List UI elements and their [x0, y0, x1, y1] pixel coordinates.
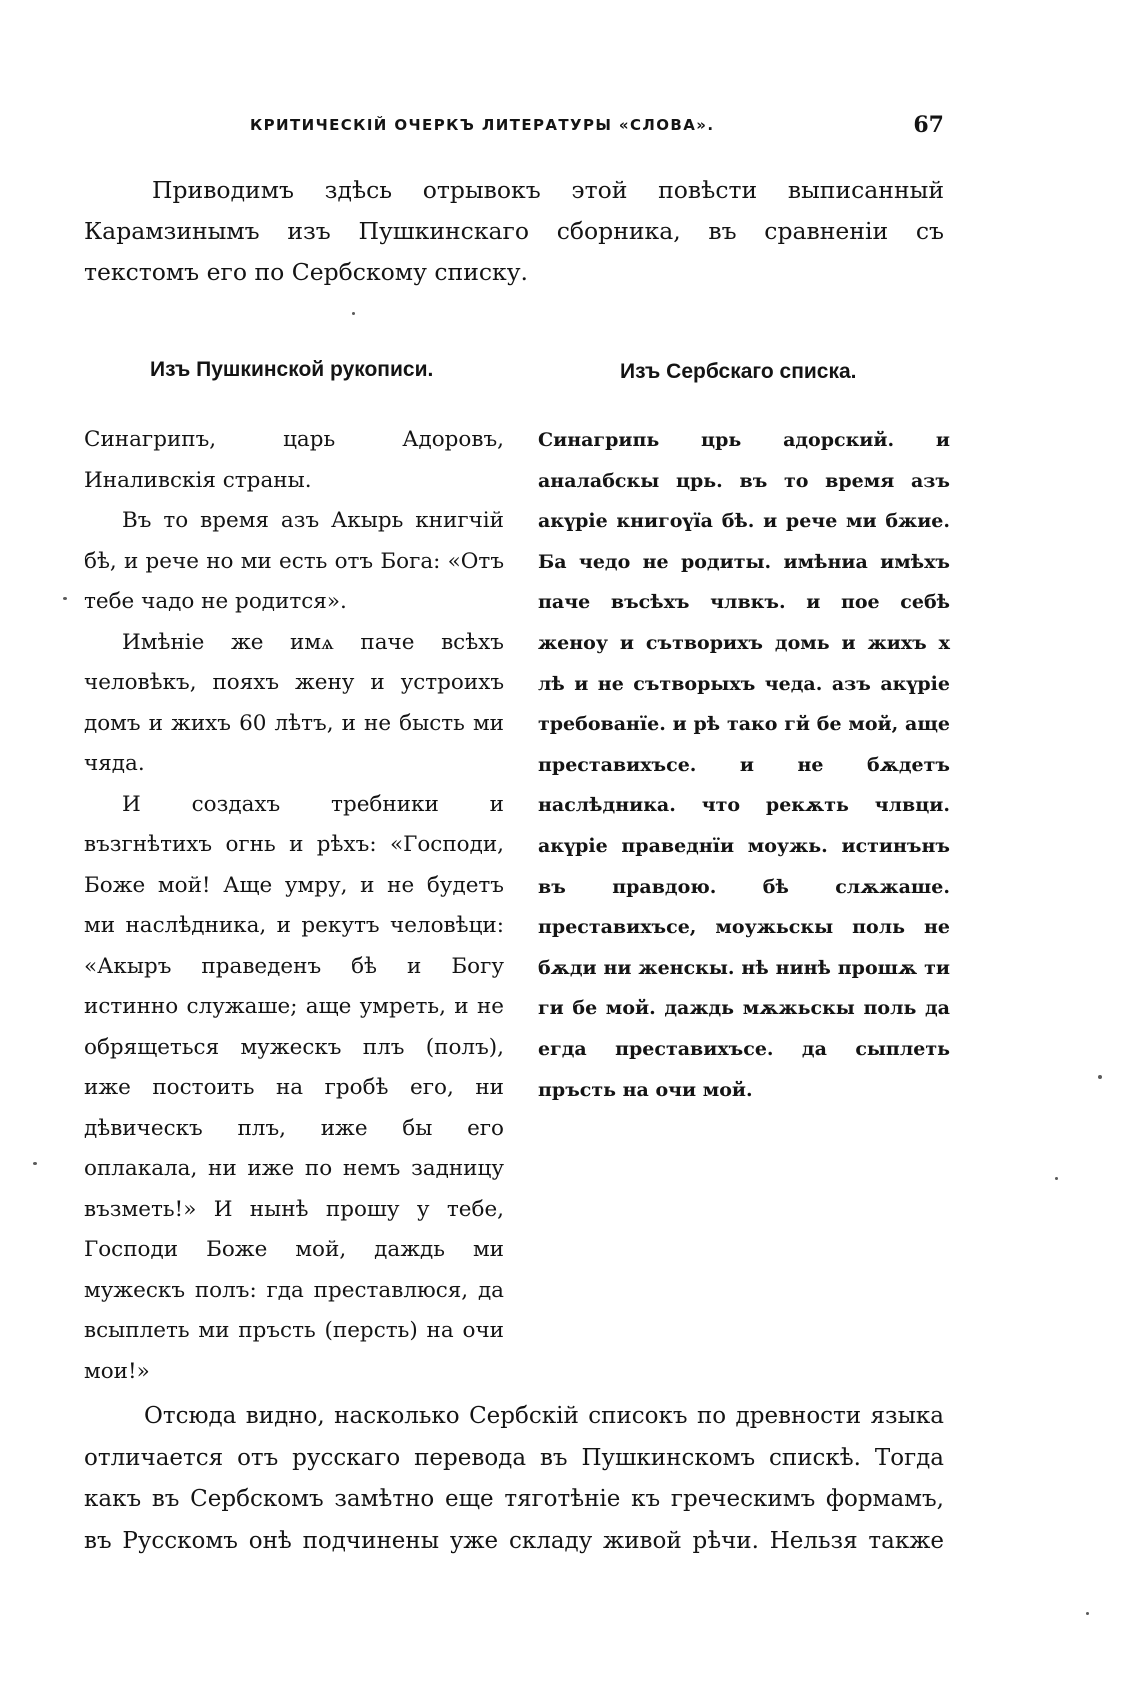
print-speck: [1098, 1075, 1102, 1079]
print-speck: [352, 312, 355, 315]
page-number: 67: [913, 112, 944, 138]
intro-paragraph: [84, 170, 944, 293]
left-column: [84, 420, 504, 1392]
print-speck: [1055, 1177, 1058, 1180]
left-paragraph-1: Синагрипъ, царь Адоровъ, Иналивскія страны.: [84, 427, 504, 493]
left-paragraph-4: И создахъ требники и възгнѣтихъ огнь и рѣхъ: «Господи, Боже мой! Аще умру, и не будетъ ми наслѣдника, и рекутъ человѣци: «Акыръ праведенъ бѣ и Богу истинно служаше; аще умреть, и не обрящеться мужескъ плъ (полъ), иже постоить на гробѣ его, ни дѣвическъ плъ, иже бы его оплакала, ни иже по немъ задницу възметь!» И нынѣ прошу у тебе, Господи Боже мой, даждь ми мужескъ полъ: гда преставлюся, да всыплеть ми пръсть (персть) на очи мои!»: [84, 791, 504, 1384]
outro-paragraph: [84, 1396, 944, 1562]
print-speck: [63, 597, 67, 600]
print-speck: [1086, 1612, 1089, 1615]
left-paragraph-3: Имѣніе же имѧ паче всѣхъ человѣкъ, пояхъ жену и устроихъ домъ и жихъ 60 лѣтъ, и не бысть ми чяда.: [84, 629, 504, 776]
print-speck: [33, 1162, 37, 1165]
left-column-heading: Изъ Пушкинской рукописи.: [150, 358, 434, 381]
left-paragraph-2: Въ то время азъ Акырь книгчій бѣ, и рече но ми есть отъ Бога: «Отъ тебе чадо не родится».: [84, 508, 504, 614]
right-column-heading: Изъ Сербскаго списка.: [620, 360, 857, 383]
intro-text: Приводимъ здѣсь отрывокъ этой повѣсти выписанный Карамзинымъ изъ Пушкинскаго сборника, въ сравненіи съ текстомъ его по Сербскому списку.: [84, 176, 944, 286]
outro-text: Отсюда видно, насколько Сербскій списокъ по древности языка отличается отъ русскаго перевода въ Пушкинскомъ спискѣ. Тогда какъ въ Сербскомъ замѣтно еще тяготѣніе къ греческимъ формамъ, въ Русскомъ онѣ подчинены уже складу живой рѣчи. Нельзя также: [84, 1403, 944, 1554]
running-head: [84, 112, 944, 142]
right-column: [538, 420, 950, 1110]
running-title: КРИТИЧЕСКІЙ ОЧЕРКЪ ЛИТЕРАТУРЫ «СЛОВА».: [250, 116, 715, 134]
right-paragraph: Синагрипь црь адорский. и аналабскы црь. въ то время азъ акүріе книгоүїа бѣ. и рече ми бжие. Ба чедо не родиты. имѣниа имѣхъ паче въсѣхъ члвкъ. и пое себѣ женоу и сътворихъ домь и жихъ х лѣ и не сътворыхъ чеда. азъ акүріе требованїе. и рѣ тако гй бе мой, аще преставихъсе. и не бѫдетъ наслѣдника. что рекѫть члвци. акүріе праведнїи моужь. истинънъ въ правдою. бѣ слѫжаше. преставихъсе, моужьскы поль не бѫди ни женскы. нѣ нинѣ прошѫ ти ги бе мой. даждь мѫжьскы поль да егда преставихъсе. да сыплеть пръсть на очи мой.: [538, 429, 950, 1101]
